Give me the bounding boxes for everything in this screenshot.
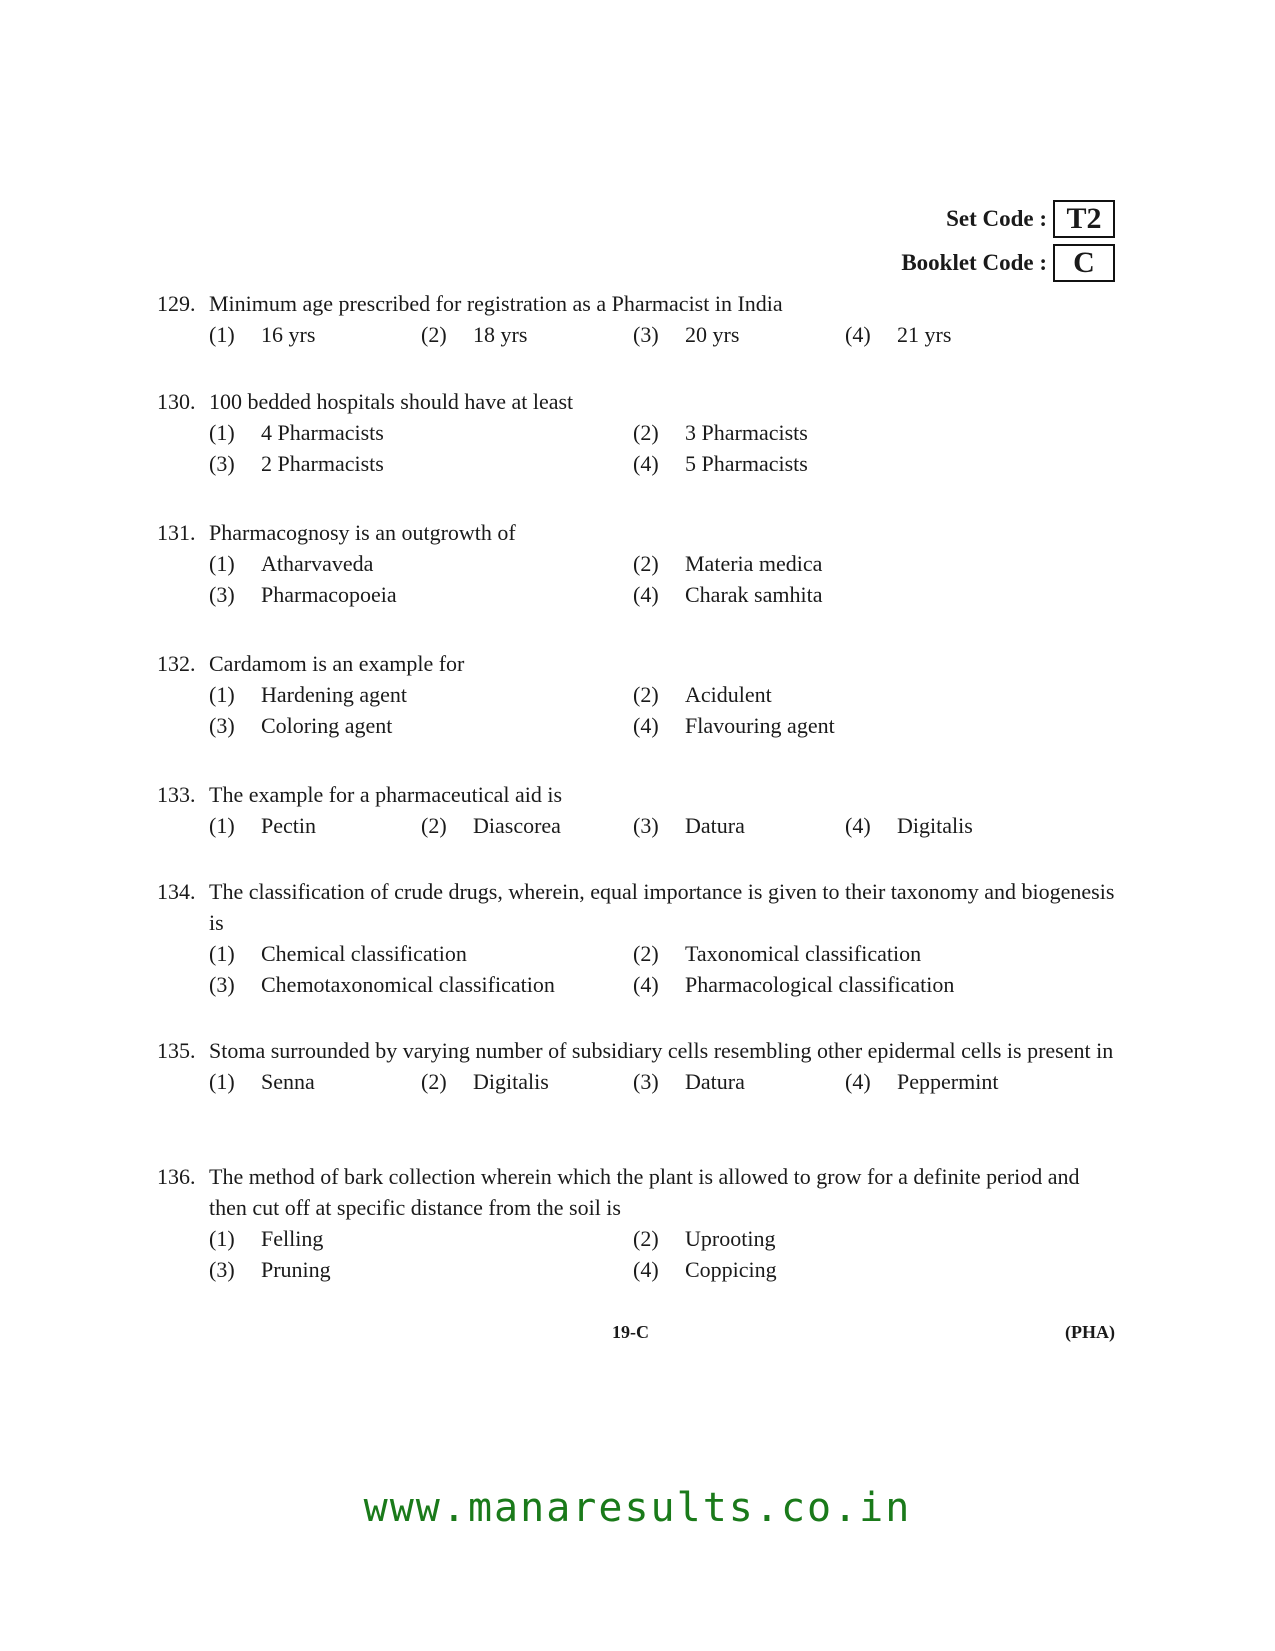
option-number: (4) <box>633 582 659 607</box>
option-number: (1) <box>209 1069 235 1094</box>
option-number: (2) <box>421 813 447 838</box>
option-text: Coloring agent <box>261 713 393 738</box>
watermark-url: www.manaresults.co.in <box>363 1485 912 1531</box>
option-text: 2 Pharmacists <box>261 451 384 476</box>
option-number: (1) <box>209 941 235 966</box>
option-number: (4) <box>845 813 871 838</box>
option-text: Uprooting <box>685 1226 776 1251</box>
set-code-row <box>901 200 1115 238</box>
option-2 <box>421 1066 633 1097</box>
options <box>209 679 1117 741</box>
option-3 <box>209 710 633 741</box>
option-text: Taxonomical classification <box>685 941 922 966</box>
option-number: (3) <box>209 972 235 997</box>
option-3 <box>209 1254 633 1285</box>
option-number: (1) <box>209 682 235 707</box>
option-1 <box>209 810 421 841</box>
option-number: (2) <box>421 322 447 347</box>
option-3 <box>633 319 845 350</box>
options <box>209 810 1117 841</box>
option-text: Charak samhita <box>685 582 823 607</box>
option-2 <box>633 679 1057 710</box>
option-number: (2) <box>633 941 659 966</box>
option-4 <box>845 810 1057 841</box>
option-1 <box>209 679 633 710</box>
option-number: (1) <box>209 813 235 838</box>
option-3 <box>209 579 633 610</box>
question-text: The method of bark collection wherein which the plant is allowed to grow for a definite period and then cut off at specific distance from the soil is <box>209 1164 1080 1220</box>
option-text: Chemotaxonomical classification <box>261 972 555 997</box>
option-4 <box>633 448 1057 479</box>
option-text: Digitalis <box>473 1069 549 1094</box>
option-number: (2) <box>421 1069 447 1094</box>
question-number: 136. <box>157 1164 196 1189</box>
options <box>209 1066 1117 1097</box>
options <box>209 417 1117 479</box>
option-number: (3) <box>209 451 235 476</box>
booklet-code-row <box>901 244 1115 282</box>
question-text: Pharmacognosy is an outgrowth of <box>209 520 516 545</box>
option-number: (4) <box>845 322 871 347</box>
question-number: 135. <box>157 1038 196 1063</box>
option-4 <box>633 710 1057 741</box>
options <box>209 938 1117 1000</box>
question-number: 131. <box>157 520 196 545</box>
option-number: (2) <box>633 682 659 707</box>
set-code-label: Set Code : <box>946 206 1047 231</box>
question-text: Cardamom is an example for <box>209 651 465 676</box>
option-number: (2) <box>633 420 659 445</box>
question-135 <box>157 1035 1117 1097</box>
option-2 <box>633 1223 1057 1254</box>
option-number: (4) <box>845 1069 871 1094</box>
booklet-code-label: Booklet Code : <box>901 250 1047 275</box>
option-number: (1) <box>209 322 235 347</box>
option-2 <box>633 417 1057 448</box>
question-text: Minimum age prescribed for registration as a Pharmacist in India <box>209 291 783 316</box>
option-number: (3) <box>633 322 659 347</box>
option-text: Felling <box>261 1226 324 1251</box>
option-1 <box>209 548 633 579</box>
option-text: Flavouring agent <box>685 713 835 738</box>
option-3 <box>209 448 633 479</box>
option-number: (2) <box>633 551 659 576</box>
option-text: Acidulent <box>685 682 772 707</box>
options <box>209 1223 1117 1285</box>
option-1 <box>209 1066 421 1097</box>
option-number: (3) <box>633 813 659 838</box>
question-133 <box>157 779 1117 841</box>
option-text: 18 yrs <box>473 322 528 347</box>
question-text: 100 bedded hospitals should have at least <box>209 389 574 414</box>
option-2 <box>633 548 1057 579</box>
option-number: (4) <box>633 1257 659 1282</box>
option-text: 4 Pharmacists <box>261 420 384 445</box>
option-3 <box>633 1066 845 1097</box>
question-text: Stoma surrounded by varying number of subsidiary cells resembling other epidermal cells is present in <box>209 1038 1114 1063</box>
option-2 <box>421 810 633 841</box>
option-text: 3 Pharmacists <box>685 420 808 445</box>
option-text: Pharmacological classification <box>685 972 955 997</box>
option-text: Digitalis <box>897 813 973 838</box>
option-4 <box>633 579 1057 610</box>
option-text: Coppicing <box>685 1257 777 1282</box>
option-number: (3) <box>209 1257 235 1282</box>
question-number: 133. <box>157 782 196 807</box>
option-text: Senna <box>261 1069 315 1094</box>
question-number: 130. <box>157 389 196 414</box>
option-number: (1) <box>209 420 235 445</box>
option-text: Diascorea <box>473 813 561 838</box>
option-number: (4) <box>633 713 659 738</box>
option-text: Hardening agent <box>261 682 407 707</box>
option-text: Datura <box>685 813 745 838</box>
option-4 <box>845 1066 1057 1097</box>
option-text: Peppermint <box>897 1069 999 1094</box>
option-2 <box>633 938 1057 969</box>
option-text: 21 yrs <box>897 322 952 347</box>
option-number: (3) <box>633 1069 659 1094</box>
option-1 <box>209 938 633 969</box>
option-text: Atharvaveda <box>261 551 374 576</box>
code-block <box>901 200 1115 288</box>
option-text: 5 Pharmacists <box>685 451 808 476</box>
option-2 <box>421 319 633 350</box>
option-3 <box>633 810 845 841</box>
option-text: 20 yrs <box>685 322 740 347</box>
option-1 <box>209 417 633 448</box>
set-code-value: T2 <box>1053 200 1115 238</box>
option-number: (1) <box>209 551 235 576</box>
question-136 <box>157 1161 1117 1285</box>
option-number: (4) <box>633 972 659 997</box>
option-text: 16 yrs <box>261 322 316 347</box>
option-number: (2) <box>633 1226 659 1251</box>
question-number: 134. <box>157 879 196 904</box>
option-3 <box>209 969 633 1000</box>
option-text: Pectin <box>261 813 316 838</box>
option-text: Pharmacopoeia <box>261 582 397 607</box>
option-number: (4) <box>633 451 659 476</box>
question-129 <box>157 288 1117 350</box>
question-130 <box>157 386 1117 479</box>
option-number: (1) <box>209 1226 235 1251</box>
page-number: 19-C <box>612 1322 649 1342</box>
option-text: Chemical classification <box>261 941 467 966</box>
option-text: Materia medica <box>685 551 823 576</box>
option-number: (3) <box>209 713 235 738</box>
option-1 <box>209 319 421 350</box>
option-4 <box>845 319 1057 350</box>
option-number: (3) <box>209 582 235 607</box>
question-number: 129. <box>157 291 196 316</box>
options <box>209 548 1117 610</box>
question-text: The classification of crude drugs, wherein, equal importance is given to their taxonomy and biogenesis is <box>209 879 1115 935</box>
paper-code: (PHA) <box>1065 1322 1115 1342</box>
question-number: 132. <box>157 651 196 676</box>
question-132 <box>157 648 1117 741</box>
option-1 <box>209 1223 633 1254</box>
question-text: The example for a pharmaceutical aid is <box>209 782 563 807</box>
question-134 <box>157 876 1117 1000</box>
option-4 <box>633 1254 1057 1285</box>
booklet-code-value: C <box>1053 244 1115 282</box>
option-text: Pruning <box>261 1257 331 1282</box>
question-131 <box>157 517 1117 610</box>
options <box>209 319 1117 350</box>
option-4 <box>633 969 1057 1000</box>
option-text: Datura <box>685 1069 745 1094</box>
